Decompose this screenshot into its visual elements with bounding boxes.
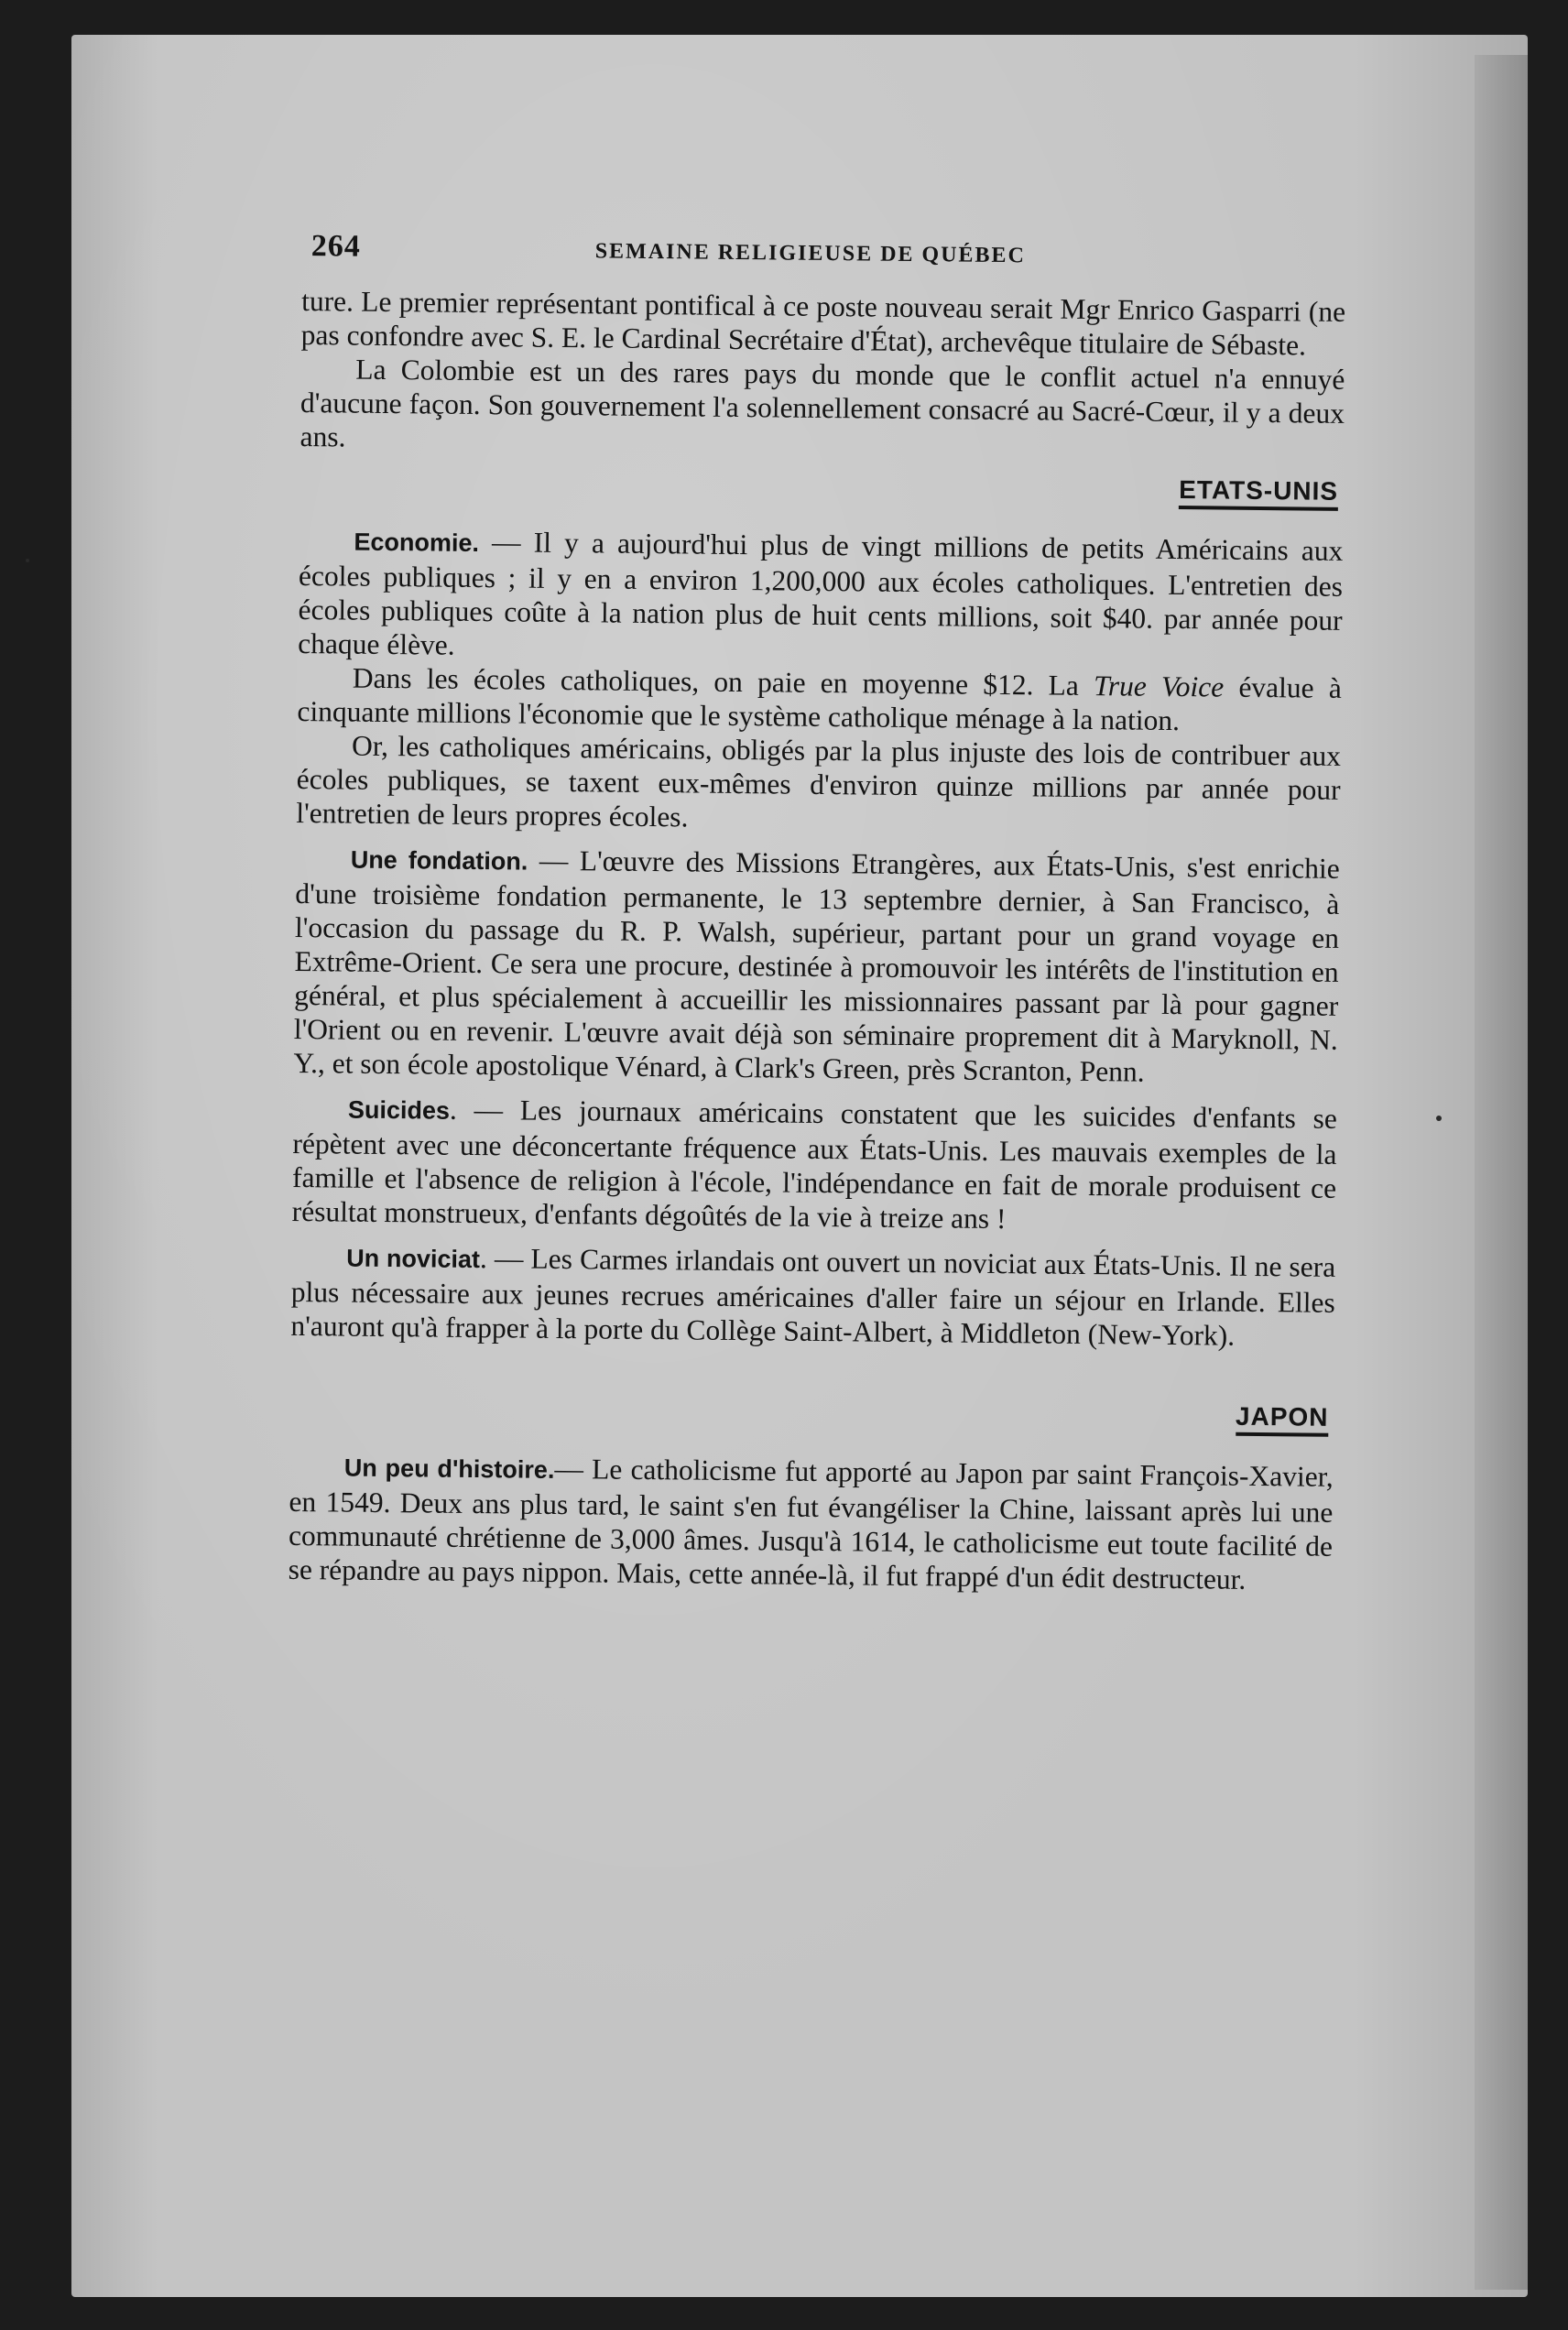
- paragraph-economie: [298, 523, 1344, 671]
- paragraph-economie-3: Or, les catholiques américains, obligés par la plus injuste des lois de contribuer aux écoles publiques, se taxent eux-mêmes d'environ quinze millions par année pour l'entretien de leurs propres écoles.: [296, 729, 1342, 833]
- intro-paragraph-1: ture. Le premier représentant pontifical à ce poste nouveau serait Mgr Enrico Gasparri (ne pas confondre avec S. E. le Cardinal Secrétaire d'État), archevêque titulaire de Sébaste.: [300, 284, 1346, 362]
- paragraph-text: — Le catholicisme fut apporté au Japon par saint François-Xavier, en 1549. Deux ans plus tard, le saint s'en fut évangéliser la Chine, laissant après lui une communauté chrétienne de 3,000 âmes. Jusqu'à 1614, le catholicisme eut toute facilité de se répandre au pays nippon. Mais, cette année-là, il fut frappé d'un édit destructeur.: [288, 1452, 1334, 1595]
- section-heading-etats-unis: [299, 466, 1338, 506]
- ink-speck: [1436, 1116, 1442, 1121]
- run-in-title-economie: Economie.: [354, 528, 480, 558]
- run-in-title-suicides: Suicides: [347, 1095, 451, 1125]
- paragraph-suicides: [292, 1091, 1338, 1239]
- run-in-title-fondation: Une fondation.: [350, 845, 528, 876]
- section-title-etats-unis: ETATS-UNIS: [1179, 475, 1338, 511]
- page-number: 264: [310, 229, 361, 264]
- run-in-title-noviciat: Un noviciat: [346, 1244, 481, 1274]
- paragraph-text: . — Les journaux américains constatent que les suicides d'enfants se répètent avec une déconcertante fréquence aux États-Unis. Les mauvais exemples de la famille et l'absence de religion à l'école, l'indépendance en fait de morale produisent ce résultat monstrueux, d'enfants dégoûtés de la vie à treize ans !: [291, 1093, 1338, 1236]
- paragraph-text: évalue à cinquante millions l'économie que le système catholique ménage à la nation.: [297, 670, 1342, 737]
- ink-speck: [26, 559, 29, 562]
- paragraph-fondation: [293, 841, 1340, 1091]
- page-content: [288, 229, 1345, 1597]
- publication-title: True Voice: [1093, 670, 1225, 703]
- run-in-title-histoire: Un peu d'histoire.: [343, 1454, 555, 1484]
- section-title-japon: JAPON: [1236, 1402, 1329, 1437]
- page-header: [301, 229, 1346, 295]
- paragraph-histoire: [288, 1449, 1334, 1597]
- paragraph-noviciat: [290, 1239, 1335, 1354]
- paragraph-text: — L'œuvre des Missions Etrangères, aux États-Unis, s'est enrichie d'une troisième fondation permanente, le 13 septembre dernier, à San Francisco, à l'occasion du passage du R. P. Walsh, supérieur, partant pour un grand voyage en Extrême-Orient. Ce sera une procure, destinée à promouvoir les intérêts de l'institution en général, et plus spécialement à accueillir les missionnaires passant par là pour gagner l'Orient ou en revenir. L'œuvre avait déjà son séminaire proprement dit à Maryknoll, N. Y., et son école apostolique Vénard, à Clark's Green, près Scranton, Penn.: [293, 844, 1340, 1088]
- paragraph-economie-2: [297, 660, 1342, 739]
- section-heading-japon: [289, 1392, 1328, 1432]
- intro-paragraph-2: La Colombie est un des rares pays du monde que le conflit actuel n'a ennuyé d'aucune façon. Son gouvernement l'a solennellement consacré au Sacré-Cœur, il y a deux ans.: [299, 353, 1345, 453]
- paragraph-text: . — Les Carmes irlandais ont ouvert un noviciat aux États-Unis. Il ne sera plus nécessaire aux jeunes recrues américaines d'aller faire un séjour en Irlande. Elles n'auront qu'à frapper à la porte du Collège Saint-Albert, à Middleton (New-York).: [290, 1242, 1336, 1352]
- running-title: SEMAINE RELIGIEUSE DE QUÉBEC: [594, 239, 1026, 268]
- paragraph-text: Dans les écoles catholiques, on paie en moyenne $12. La: [352, 661, 1094, 702]
- page-edge: [1475, 55, 1528, 2290]
- paragraph-text: — Il y a aujourd'hui plus de vingt millions de petits Américains aux écoles publiques ; il y en a environ 1,200,000 aux écoles catholiques. L'entretien des écoles publiques coûte à la nation plus de huit cents millions, soit $40. par année pour chaque élève.: [298, 526, 1344, 661]
